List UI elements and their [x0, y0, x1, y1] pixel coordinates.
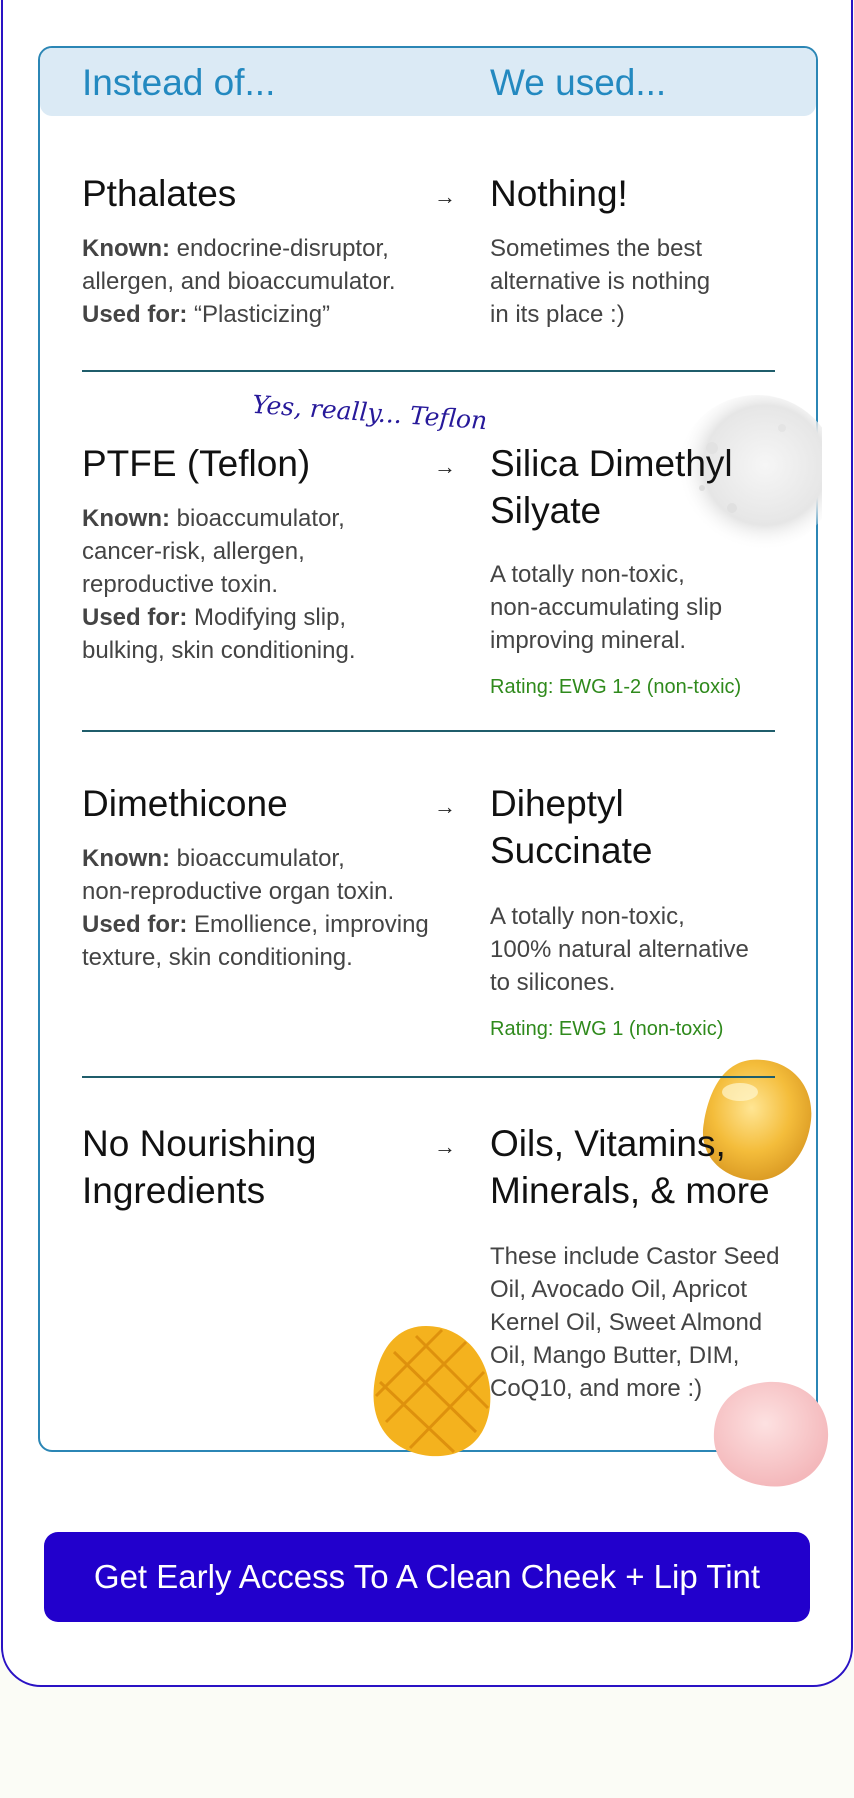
alt-desc-line: to silicones.: [490, 969, 616, 996]
used-text: Modifying slip,: [194, 604, 347, 631]
ingredient-name: Pthalates: [82, 173, 237, 214]
ingredient-description: [82, 232, 462, 331]
ewg-rating: Rating: EWG 1-2 (non-toxic): [490, 676, 742, 698]
alternative-name: [490, 780, 653, 874]
arrow-icon: →: [434, 794, 456, 819]
used-text-2: bulking, skin conditioning.: [82, 637, 356, 664]
ingredient-name: Dimethicone: [82, 783, 288, 824]
alt-name-line: Silyate: [490, 490, 602, 531]
row-divider: [82, 370, 775, 372]
alternative-description: [490, 232, 790, 331]
arrow-icon: →: [434, 1134, 456, 1159]
known-text-2: cancer-risk, allergen,: [82, 538, 305, 565]
used-label: Used for:: [82, 604, 188, 631]
arrow-icon: →: [434, 454, 456, 479]
alt-name-line: Diheptyl: [490, 783, 624, 824]
alt-desc-line: improving mineral.: [490, 627, 687, 654]
ingredient-name-line: No Nourishing: [82, 1123, 317, 1164]
known-label: Known:: [82, 845, 170, 872]
known-label: Known:: [82, 235, 170, 262]
alt-desc-line: A totally non-toxic,: [490, 903, 685, 930]
ewg-rating: Rating: EWG 1 (non-toxic): [490, 1018, 724, 1040]
header-instead-of: Instead of...: [82, 62, 276, 103]
alt-desc-line: 100% natural alternative: [490, 936, 749, 963]
alt-desc-line: Kernel Oil, Sweet Almond: [490, 1309, 763, 1336]
alt-desc-line: in its place :): [490, 301, 625, 328]
known-text: bioaccumulator,: [176, 845, 345, 872]
alt-desc-line: alternative is nothing: [490, 268, 711, 295]
alternative-name: Nothing!: [490, 173, 628, 214]
known-label: Known:: [82, 505, 170, 532]
used-text: Emollience, improving: [194, 911, 429, 938]
alt-name-line: Silica Dimethyl: [490, 443, 733, 484]
alt-desc-line: Sometimes the best: [490, 235, 703, 262]
known-text-3: reproductive toxin.: [82, 571, 279, 598]
alt-name-line: Minerals, & more: [490, 1170, 770, 1211]
row-divider: [82, 730, 775, 732]
ingredient-name: PTFE (Teflon): [82, 443, 311, 484]
known-text-2: non-reproductive organ toxin.: [82, 878, 395, 905]
alt-desc-line: A totally non-toxic,: [490, 561, 685, 588]
ingredient-description: [82, 502, 462, 667]
used-text-2: texture, skin conditioning.: [82, 944, 353, 971]
alternative-description: [490, 558, 790, 657]
ingredient-name: [82, 1120, 316, 1214]
alt-name-line: Oils, Vitamins,: [490, 1123, 726, 1164]
ingredient-name-line: Ingredients: [82, 1170, 266, 1211]
used-label: Used for:: [82, 911, 188, 938]
comparison-table: [38, 46, 818, 1452]
alt-desc-line: non-accumulating slip: [490, 594, 723, 621]
row-divider: [82, 1076, 775, 1078]
arrow-icon: →: [434, 184, 456, 209]
alt-desc-line: Oil, Avocado Oil, Apricot: [490, 1276, 748, 1303]
known-text-2: allergen, and bioaccumulator.: [82, 268, 396, 295]
alt-desc-line: These include Castor Seed: [490, 1243, 780, 1270]
ingredient-description: [82, 842, 462, 974]
alternative-name: [490, 1120, 770, 1214]
alt-desc-line: Oil, Mango Butter, DIM,: [490, 1342, 740, 1369]
alt-name-line: Succinate: [490, 830, 653, 871]
used-label: Used for:: [82, 301, 188, 328]
table-header: [40, 48, 816, 116]
known-text: endocrine-disruptor,: [176, 235, 389, 262]
alternative-description: [490, 1240, 810, 1405]
known-text: bioaccumulator,: [176, 505, 345, 532]
handwritten-note: Yes, really... Teflon: [251, 389, 489, 436]
early-access-button[interactable]: Get Early Access To A Clean Cheek + Lip Tint: [44, 1532, 810, 1622]
alternative-name: [490, 440, 733, 534]
alternative-description: [490, 900, 790, 999]
header-we-used: We used...: [490, 62, 667, 103]
used-text: “Plasticizing”: [194, 301, 331, 328]
mango-image: [366, 1322, 498, 1458]
alt-desc-line: CoQ10, and more :): [490, 1375, 703, 1402]
